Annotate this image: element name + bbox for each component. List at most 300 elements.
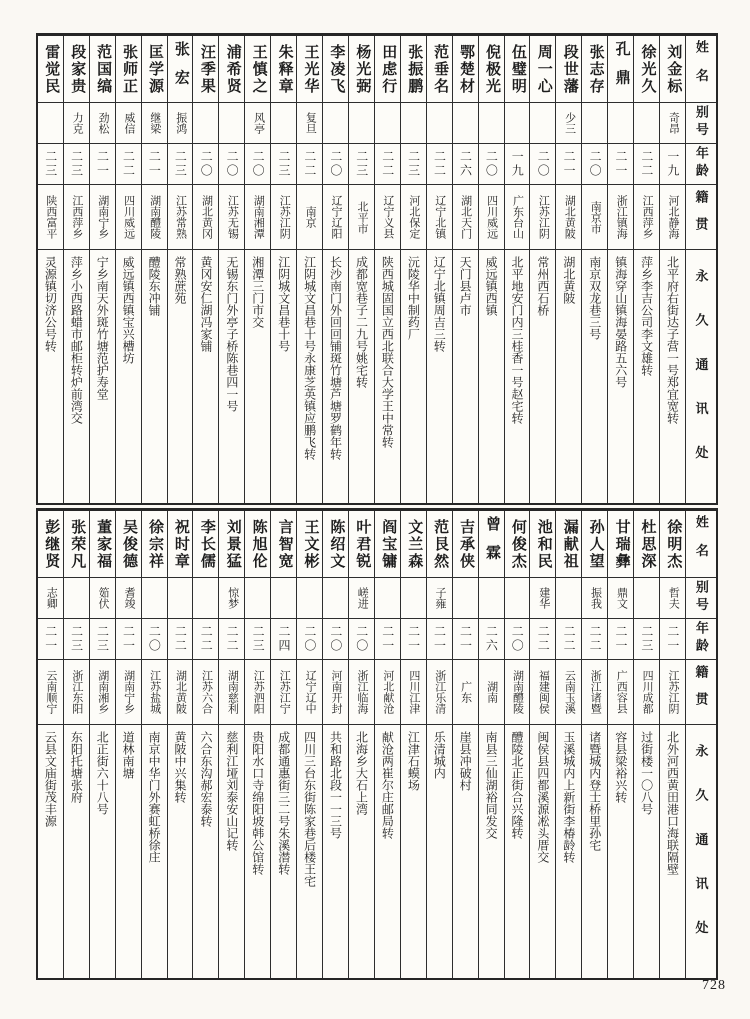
person-native-place [556,660,581,725]
header-address-label: 永久通讯处 [693,269,709,490]
header-address [686,250,716,503]
person-address-text: 成都宽巷子二九号姚宅转 [354,256,369,388]
person-native-place [323,185,348,250]
person-native-place-text: 南京 [304,206,317,228]
person-age [530,144,555,185]
person-native-place-text: 四川江津 [407,670,420,714]
person-name-text: 何俊杰 [509,518,526,570]
person-native-place-text: 江西萍乡 [641,195,654,239]
person-byname [219,103,244,144]
person-age [142,619,167,660]
person-column [116,511,142,978]
person-age-text: 二〇 [484,150,499,178]
person-age [245,619,270,660]
person-native-place [479,660,504,725]
header-age [686,144,716,185]
person-native-place-text: 湖北黄冈 [200,195,213,239]
person-address [556,250,581,503]
person-native-place [142,660,167,725]
person-native-place [219,185,244,250]
person-address [38,250,63,503]
person-name-text: 吉承侠 [458,518,475,570]
person-age [323,619,348,660]
person-name [323,36,348,103]
person-name-text: 雷觉民 [43,43,60,95]
person-name-text: 周一心 [535,43,552,95]
person-address [90,250,115,503]
person-address-text: 北正街六十八号 [95,731,110,815]
person-name-text: 徐宗祥 [146,518,163,570]
person-age [297,144,322,185]
person-byname-text: 风亭 [252,112,265,134]
person-age [349,619,374,660]
person-address [245,250,270,503]
person-age [582,144,607,185]
person-address [427,725,452,978]
person-age [453,619,478,660]
person-column [530,36,556,503]
person-byname [582,103,607,144]
person-address-text: 南京中华门外赛虹桥徐庄 [147,731,162,863]
person-age-text: 二〇 [588,150,603,178]
person-native-place [116,660,141,725]
person-age [193,619,218,660]
person-byname-text: 劲松 [97,112,110,134]
person-address-text: 长沙南门外回回铺斑竹塘芦塘罗鹤年转 [328,256,343,460]
person-address-text: 威远镇西镇 [484,256,499,316]
person-column [297,511,323,978]
person-age [505,619,530,660]
person-native-place [245,660,270,725]
person-byname-text: 志卿 [45,587,58,609]
person-name [505,36,530,103]
person-age [349,144,374,185]
header-address [686,725,716,978]
person-name-text: 祝时章 [172,518,189,570]
person-name [634,36,659,103]
person-native-place [479,185,504,250]
person-age [608,619,633,660]
person-age-text: 二三 [354,150,369,178]
person-native-place-text: 四川成都 [641,670,654,714]
person-address [582,250,607,503]
person-address [271,250,296,503]
person-name-text: 范艮然 [432,518,449,570]
person-byname [323,578,348,619]
person-native-place-text: 浙江东阳 [70,670,83,714]
person-address [453,725,478,978]
person-name [90,36,115,103]
person-name [245,36,270,103]
person-address-text: 共和路北段一一三号 [328,731,343,839]
person-age [556,144,581,185]
person-native-place [168,185,193,250]
person-age [660,144,685,185]
header-name [686,36,716,103]
person-age-text: 二二 [536,625,551,653]
header-byname-label: 别号 [693,105,709,141]
person-age [401,619,426,660]
person-native-place-text: 河北献沧 [381,670,394,714]
person-byname [64,578,89,619]
person-address-text: 慈利江垭刘泰安山记转 [224,731,239,851]
person-native-place [297,660,322,725]
person-address [530,725,555,978]
person-native-place [608,660,633,725]
person-native-place [453,185,478,250]
person-native-place-text: 湖南宁乡 [96,195,109,239]
person-address-text: 辽宁北镇周吉三转 [432,256,447,352]
person-name-text: 田虑行 [380,43,397,95]
person-byname [660,103,685,144]
person-name-text: 叶君锐 [354,518,371,570]
person-address [375,725,400,978]
person-age-text: 二六 [458,150,473,178]
person-age-text: 二三 [277,150,291,178]
person-age-text: 二一 [121,625,136,653]
person-age [375,619,400,660]
person-native-place-text: 江苏江阴 [667,670,680,714]
person-name-text: 张志存 [587,43,604,95]
person-name [453,511,478,578]
person-address-text: 东阳托塘张府 [69,731,84,803]
person-age-text: 二一 [43,625,58,653]
person-name-text: 刘金标 [665,43,682,95]
person-address [64,725,89,978]
person-column [219,511,245,978]
header-name-label: 姓名 [693,515,709,573]
person-name-text: 伍璧明 [509,43,526,95]
person-address-text: 陕西城固国立西北联合大学王中常转 [380,256,395,448]
person-native-place [530,660,555,725]
person-name [479,36,504,103]
person-age-text: 二二 [225,625,240,653]
person-column [245,511,271,978]
person-address-text: 萍乡小西路蜡市邮柜转炉前湾交 [69,256,84,424]
person-native-place [193,185,218,250]
person-address-text: 江阴城文昌巷十号 [276,256,291,352]
person-byname [245,103,270,144]
person-name [219,36,244,103]
person-name-text: 言智宽 [276,518,293,570]
person-native-place-text: 江西萍乡 [70,195,83,239]
person-address-text: 灵源镇切济公号转 [43,256,58,352]
person-column [582,511,608,978]
person-age-text: 二〇 [510,625,525,653]
person-name [427,511,452,578]
person-age-text: 二一 [613,625,628,653]
person-column [349,36,375,503]
person-byname-text: 筎伏 [97,587,110,609]
person-byname [375,103,400,144]
person-byname [142,578,167,619]
person-address-text: 威远镇西镇宝兴槽坊 [121,256,136,364]
person-age-text: 二一 [95,150,110,178]
person-name-text: 段世藩 [561,43,578,95]
person-name-text: 曾霖 [483,515,500,573]
person-name-text: 王光华 [302,43,319,95]
person-name-text: 鄂楚材 [458,43,475,95]
person-age-text: 二一 [665,625,680,653]
person-byname [168,578,193,619]
person-age-text: 一九 [665,150,680,178]
person-byname [505,578,530,619]
person-name-text: 张师正 [121,43,138,95]
person-name-text: 李长儒 [198,518,215,570]
person-native-place-text: 浙江镇海 [615,195,628,239]
person-address [660,250,685,503]
person-native-place [530,185,555,250]
person-name [530,511,555,578]
person-byname-text: 建华 [537,587,550,609]
person-byname-text: 惊梦 [226,587,239,609]
person-age-text: 二二 [121,150,136,178]
person-name-text: 漏献祖 [561,518,578,570]
person-byname-text: 力克 [71,112,84,134]
person-native-place-text: 江苏无锡 [226,195,239,239]
person-byname [90,103,115,144]
person-native-place [116,185,141,250]
person-age-text: 二四 [277,625,291,653]
person-byname [479,103,504,144]
person-address-text: 湘潭三门市交 [250,256,265,328]
person-name-text: 李凌飞 [328,43,345,95]
person-name [323,511,348,578]
person-native-place [608,185,633,250]
person-name [608,511,633,578]
person-name [90,511,115,578]
person-age-text: 二〇 [302,625,317,653]
person-address [142,725,167,978]
person-name [582,36,607,103]
person-native-place-text: 湖北黄陂 [174,670,187,714]
person-address [479,250,504,503]
person-native-place [634,660,659,725]
person-name-text: 徐光久 [639,43,656,95]
person-age [168,619,193,660]
person-column [556,511,582,978]
person-address [90,725,115,978]
person-address [401,725,426,978]
person-name-text: 彭继贤 [43,518,60,570]
header-address-label: 永久通讯处 [693,744,709,965]
person-native-place [64,660,89,725]
person-age-text: 二三 [639,625,654,653]
person-address [64,250,89,503]
person-column [349,511,375,978]
person-native-place [168,660,193,725]
person-age [245,144,270,185]
person-column [90,36,116,503]
person-column [168,36,194,503]
person-native-place-text: 江苏盐城 [148,670,161,714]
person-column [323,511,349,978]
person-address [349,250,374,503]
person-age [427,144,452,185]
person-name [193,36,218,103]
person-name [168,36,193,103]
person-byname [556,578,581,619]
person-age-text: 二〇 [251,150,266,178]
person-age-text: 二〇 [225,150,240,178]
person-age [297,619,322,660]
person-address-text: 贵阳水口寺绵阳坡韩公馆转 [250,731,265,875]
person-native-place [505,660,530,725]
person-address-text: 醴陵东冲铺 [147,256,162,316]
person-native-place-text: 南京市 [589,200,602,234]
person-age [193,144,218,185]
person-column [90,511,116,978]
person-native-place [401,660,426,725]
person-address [193,250,218,503]
person-age [64,619,89,660]
person-age-text: 二一 [380,625,395,653]
person-name [582,511,607,578]
person-name [479,511,504,578]
person-name [349,511,374,578]
person-name [453,36,478,103]
person-name-text: 文兰森 [406,518,423,570]
person-native-place-text: 河北保定 [407,195,420,239]
person-age [427,619,452,660]
person-name [375,36,400,103]
person-age [64,144,89,185]
person-byname [479,578,504,619]
header-byname [686,103,716,144]
person-byname [505,103,530,144]
person-byname [90,578,115,619]
directory-table-top [36,33,718,505]
person-name [375,511,400,578]
person-name-text: 孔鼎 [613,40,630,98]
person-name-text: 阎宝镛 [380,518,397,570]
person-address [349,725,374,978]
person-byname [375,578,400,619]
person-byname [64,103,89,144]
person-address [219,250,244,503]
person-address-text: 常州西石桥 [535,256,550,316]
person-name [556,36,581,103]
person-byname [608,103,633,144]
person-age [401,144,426,185]
person-byname [193,103,218,144]
header-byname-label: 别号 [693,580,709,616]
person-native-place-text: 陕西富平 [44,195,57,239]
person-native-place [219,660,244,725]
person-byname [608,578,633,619]
person-address-text: 萍乡李吉公司李文雄转 [639,256,654,376]
person-native-place-text: 浙江诸暨 [589,670,602,714]
person-age-text: 二〇 [354,625,369,653]
person-name [401,511,426,578]
person-native-place-text: 湖南 [485,681,498,703]
person-byname [427,103,452,144]
person-native-place-text: 云南玉溪 [563,670,576,714]
person-age-text: 二二 [588,625,603,653]
person-column [427,36,453,503]
person-name [219,511,244,578]
person-age [479,619,504,660]
person-address-text: 醴陵北正街合兴隆转 [510,731,524,839]
person-address-text: 宁乡南天外斑竹塘范护寿堂 [95,256,110,400]
person-byname-text: 威信 [122,112,135,134]
person-name-text: 陈绍文 [328,518,345,570]
person-address-text: 容县梁裕兴转 [613,731,628,803]
person-column [401,36,427,503]
person-name [634,511,659,578]
person-column [453,36,479,503]
person-name-text: 池和民 [535,518,552,570]
person-address [142,250,167,503]
person-age [375,144,400,185]
person-column [479,511,505,978]
person-column [375,511,401,978]
person-column [530,511,556,978]
person-address-text: 天门县卢市 [458,256,473,316]
person-age-text: 二二 [302,150,317,178]
page-number: 728 [702,978,726,993]
person-age-text: 二一 [406,625,421,653]
person-age [323,144,348,185]
person-address-text: 沅陵华中制药厂 [406,256,421,340]
person-name [271,511,296,578]
person-age-text: 二一 [432,625,447,653]
person-native-place-text: 四川威远 [122,195,135,239]
person-byname [271,103,296,144]
person-name-text: 段家贵 [69,43,86,95]
person-address-text: 镇海穿山镇海晏路五六号 [613,256,628,388]
person-age-text: 二二 [432,150,447,178]
person-address-text: 献沧两崔尔庄邮局转 [380,731,395,839]
person-column [608,511,634,978]
person-age [530,619,555,660]
person-name [297,36,322,103]
person-column [323,36,349,503]
person-name [245,511,270,578]
header-native-place-label: 籍贯 [693,189,709,245]
person-address [556,725,581,978]
person-address-text: 道林南塘 [121,731,136,779]
person-address [168,250,193,503]
person-byname-text: 少三 [563,112,576,134]
person-age [660,619,685,660]
person-address-text: 南京双龙巷三号 [587,256,602,340]
person-byname [116,578,141,619]
person-address [271,725,296,978]
person-byname-text: 嵯进 [356,587,369,609]
header-age [686,619,716,660]
person-native-place-text: 河北静海 [667,195,680,239]
person-address-text: 江津石蟆场 [406,731,421,791]
directory-table-bottom [36,508,718,980]
person-name [116,36,141,103]
person-native-place [427,660,452,725]
person-byname-text: 奇昂 [667,112,680,134]
person-age [219,144,244,185]
person-column [556,36,582,503]
person-column [427,511,453,978]
person-age [116,144,141,185]
person-address [219,725,244,978]
person-byname [634,103,659,144]
person-name-text: 吴俊德 [121,518,138,570]
person-column [271,511,297,978]
person-age-text: 二三 [43,150,58,178]
person-name [349,36,374,103]
person-name [193,511,218,578]
person-native-place [64,185,89,250]
person-address-text: 六合东沟郝宏泰转 [198,731,213,827]
